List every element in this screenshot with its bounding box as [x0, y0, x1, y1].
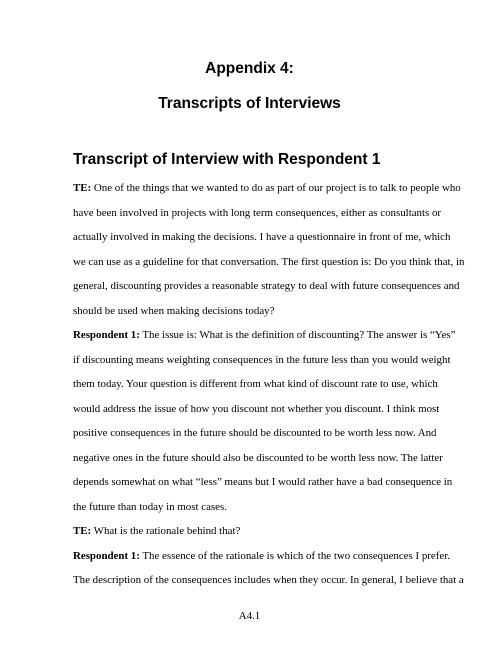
speaker-label: Respondent 1: — [73, 329, 140, 341]
transcript-line — [73, 255, 465, 280]
transcript-text: have been involved in projects with long term consequences, either as consultants or — [73, 206, 442, 219]
transcript-text: The description of the consequences includes when they occur. In general, I believe that a — [73, 574, 464, 586]
section-title: Transcript of Interview with Respondent 1 — [73, 151, 381, 168]
transcript-text: The issue is: What is the definition of discounting? The answer is “Yes” — [139, 329, 456, 341]
transcript-text: depends somewhat on what “less” means but I would rather have a bad consequence in — [73, 476, 453, 488]
transcript-text: would address the issue of how you discount not whether you discount. I think most — [73, 402, 440, 415]
transcript-text: What is the rationale behind that? — [91, 525, 241, 537]
transcript-line — [73, 500, 453, 525]
transcript-line — [73, 426, 453, 451]
transcript-line — [73, 549, 453, 574]
transcript-text: should be used when making decisions today? — [73, 304, 275, 317]
speaker-label: TE: — [73, 525, 92, 537]
transcript-body — [73, 181, 465, 598]
transcript-text: One of the things that we wanted to do as part of our project is to talk to people who — [91, 182, 461, 194]
transcript-text: positive consequences in the future should be discounted to be worth less now. And — [73, 427, 437, 439]
transcript-text: them today. Your question is different from what kind of discount rate to use, which — [73, 378, 438, 390]
transcript-line — [73, 279, 460, 304]
transcript-line — [73, 304, 453, 329]
appendix-heading: Appendix 4: — [205, 60, 294, 77]
transcript-line — [73, 451, 453, 476]
speaker-label: Respondent 1: — [73, 549, 140, 562]
transcript-line — [73, 353, 453, 378]
transcript-text: we can use as a guideline for that conversation. The first question is: Do you think that, in — [73, 255, 465, 268]
transcript-text: The essence of the rationale is which of the two consequences I prefer. — [139, 549, 450, 562]
transcript-line — [73, 377, 453, 402]
transcript-line — [73, 475, 453, 500]
transcript-text: if discounting means weighting consequences in the future less than you would weight — [73, 353, 451, 366]
transcript-line — [73, 524, 453, 549]
transcript-text: general, discounting provides a reasonable strategy to deal with future consequences and — [73, 280, 460, 292]
transcript-line — [73, 181, 461, 206]
appendix-subtitle: Transcripts of Interviews — [158, 95, 341, 112]
page-number: A4.1 — [238, 610, 261, 622]
transcript-line — [73, 402, 453, 427]
transcript-line — [73, 230, 453, 255]
transcript-text: negative ones in the future should also be discounted to be worth less now. The latter — [73, 451, 443, 464]
speaker-label: TE: — [73, 182, 92, 194]
transcript-text: the future than today in most cases. — [73, 500, 227, 513]
transcript-line — [73, 328, 456, 353]
transcript-text: actually involved in making the decisions. I have a questionnaire in front of me, which — [73, 231, 451, 243]
transcript-line — [73, 206, 453, 231]
transcript-line — [73, 573, 464, 598]
